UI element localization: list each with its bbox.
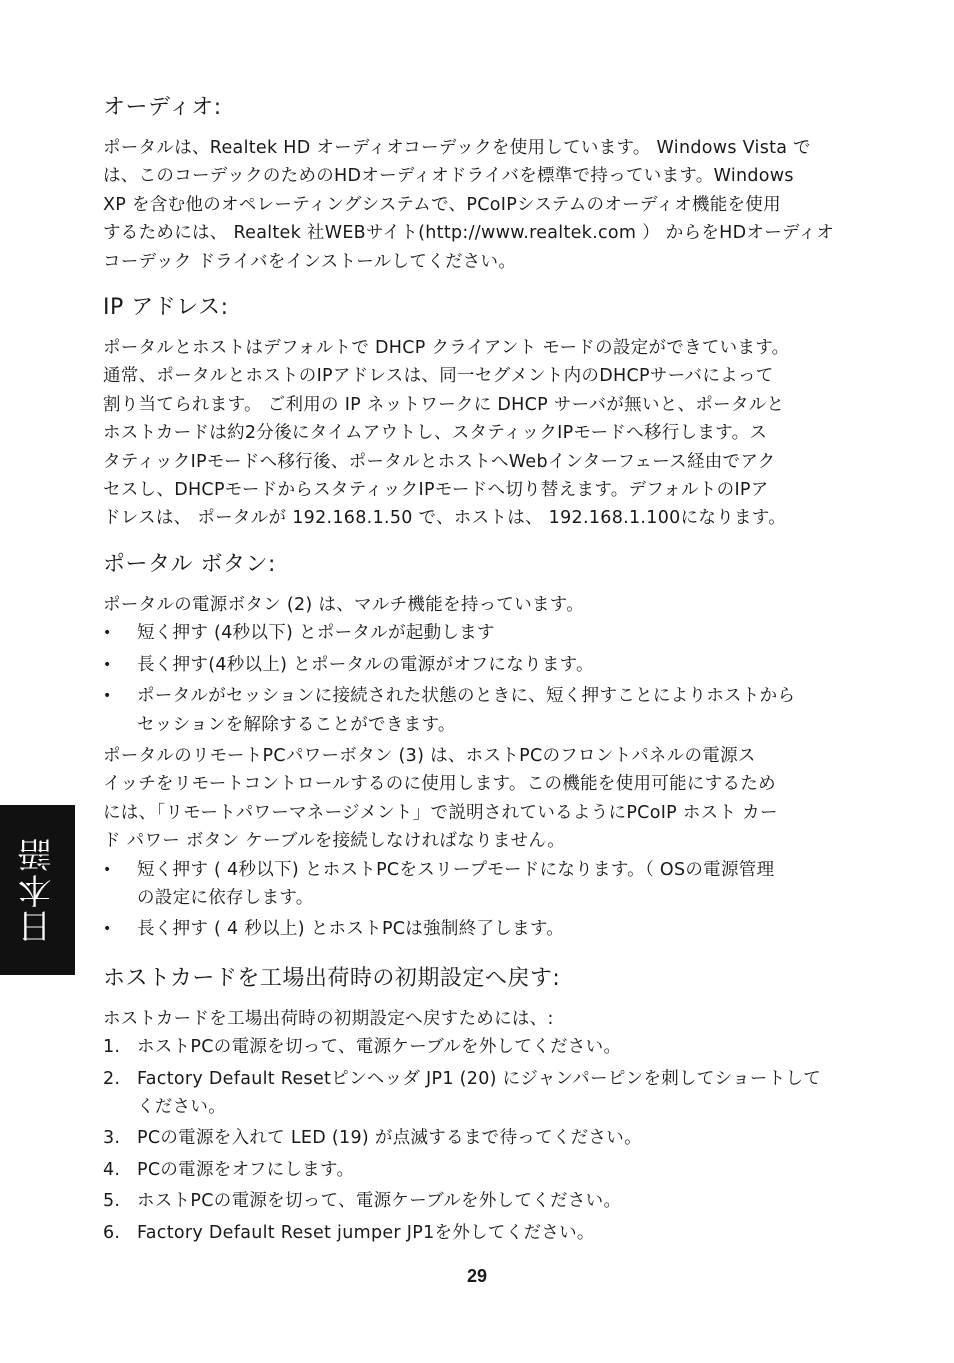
language-tab-label: 日本語: [18, 836, 58, 944]
list-item: • 短く押す ( 4秒以下) とホストPCをスリープモードになります。（ OSの電源管理 の設定に依存します。: [103, 856, 855, 913]
manual-page: [103, 90, 855, 1250]
list-item: 2. Factory Default Resetピンヘッダ JP1 (20) にジャンパーピンを刺してショートして ください。: [103, 1065, 855, 1122]
remote-power-bullet-list: [103, 856, 855, 944]
list-item: • 短く押す (4秒以下) とポータルが起動します: [103, 619, 855, 647]
list-item: 6. Factory Default Reset jumper JP1を外してください。: [103, 1219, 855, 1247]
list-item: • 長く押す(4秒以上) とポータルの電源がオフになります。: [103, 651, 855, 679]
list-item: 3. PCの電源を入れて LED (19) が点滅するまで待ってください。: [103, 1124, 855, 1152]
page-number: 29: [466, 1266, 488, 1286]
bullet-marker: •: [103, 861, 112, 878]
factory-reset-steps: [103, 1033, 855, 1247]
ip-line: ホストカードは約2分後にタイムアウトし、スタティックIPモードへ移行します。ス: [103, 423, 768, 444]
factory-reset-intro: ホストカードを工場出荷時の初期設定へ戻すためには、:: [103, 1008, 554, 1029]
audio-line: XP を含む他のオペレーティングシステムで、PCoIPシステムのオーディオ機能を使用: [103, 194, 781, 215]
audio-line: コーデック ドライバをインストールしてください。: [103, 251, 517, 272]
ip-address-paragraph: [103, 334, 855, 533]
bullet-marker: •: [103, 656, 112, 673]
bullet-marker: •: [103, 921, 112, 938]
step-number: 2.: [103, 1068, 121, 1089]
factory-reset-section-title: ホストカードを工場出荷時の初期設定へ戻す:: [103, 965, 561, 991]
step-number: 5.: [103, 1191, 121, 1212]
audio-line: ポータルは、Realtek HD オーディオコーデックを使用しています。 Windows Vista で: [103, 138, 811, 158]
list-item: • ポータルがセッションに接続された状態のときに、短く押すことによりホストから セッションを解除することができます。: [103, 682, 855, 739]
audio-paragraph: [103, 134, 855, 276]
audio-section-title: オーディオ:: [103, 95, 222, 120]
audio-line: は、このコーデックのためのHDオーディオドライバを標準で持っています。Windows: [103, 166, 794, 187]
list-item: 1. ホストPCの電源を切って、電源ケーブルを外してください。: [103, 1033, 855, 1061]
bullet-marker: •: [103, 625, 112, 642]
audio-line: するためには、 Realtek 社WEBサイト(http://www.realtek.com ） からをHDオーディオ: [103, 223, 835, 244]
ip-line: ポータルとホストはデフォルトで DHCP クライアント モードの設定ができています。: [103, 338, 790, 359]
ip-line: ドレスは、 ポータルが 192.168.1.50 で、ホストは、 192.168.1.100になります。: [103, 508, 786, 529]
ip-line: セスし、DHCPモードからスタティックIPモードへ切り替えます。デフォルトのIPア: [103, 480, 769, 501]
remote-power-paragraph: ポータルのリモートPCパワーボタン (3) は、ホストPCのフロントパネルの電源ス イッチをリモートコントロールするのに使用します。この機能を使用可能にするため には、「リモートパワーマネージメント」で説明されているようにPCoIP ホスト カー ド パワー ボタン ケーブルを接続しなければなりません。: [103, 745, 778, 852]
ip-line: タティックIPモードへ移行後、ポータルとホストへWebインターフェース経由でアク: [103, 451, 776, 472]
ip-line: 割り当てられます。 ご利用の IP ネットワークに DHCP サーバが無いと、ポータルと: [103, 394, 785, 415]
bullet-marker: •: [103, 688, 112, 705]
portal-button-bullet-list: [103, 619, 855, 739]
list-item: 4. PCの電源をオフにします。: [103, 1156, 855, 1184]
step-number: 6.: [103, 1222, 121, 1243]
portal-button-intro: ポータルの電源ボタン (2) は、マルチ機能を持っています。: [103, 594, 585, 615]
list-item: • 長く押す ( 4 秒以上) とホストPCは強制終了します。: [103, 915, 855, 943]
step-number: 3.: [103, 1128, 121, 1149]
portal-button-section-title: ポータル ボタン:: [103, 551, 276, 577]
ip-address-section-title: IP アドレス:: [103, 295, 229, 321]
step-number: 1.: [103, 1037, 121, 1058]
ip-line: 通常、ポータルとホストのIPアドレスは、同一セグメント内のDHCPサーバによって: [103, 366, 774, 387]
list-item: 5. ホストPCの電源を切って、電源ケーブルを外してください。: [103, 1187, 855, 1215]
step-number: 4.: [103, 1159, 121, 1180]
language-side-tab: [0, 805, 75, 975]
